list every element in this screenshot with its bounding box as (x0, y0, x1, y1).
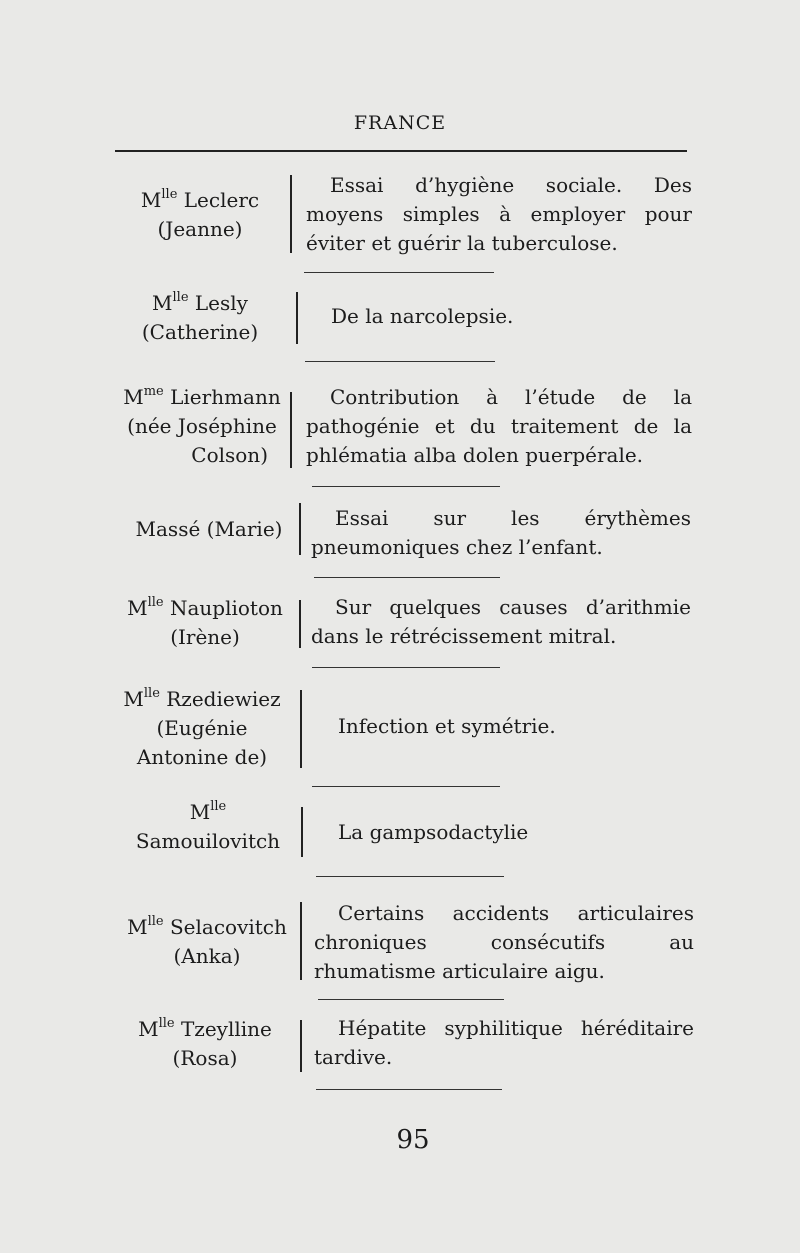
author-name (110, 383, 294, 470)
honorific: M (189, 800, 211, 824)
author-line: (Eugénie (156, 716, 248, 740)
honorific-suffix: lle (172, 290, 189, 305)
column-bar (300, 690, 302, 768)
author-line: (Rosa) (172, 1046, 238, 1070)
entry-separator (318, 999, 504, 1000)
author-line: (Catherine) (141, 320, 259, 344)
author-line: (Anka) (173, 944, 241, 968)
page-number: 95 (396, 1125, 430, 1155)
author-name (110, 186, 290, 244)
column-bar (300, 902, 302, 980)
column-bar (301, 807, 303, 857)
author-surname: Nauplioton (169, 596, 283, 620)
author-line: Samouilovitch (135, 829, 281, 853)
honorific: M (140, 188, 162, 212)
author-name (110, 1015, 300, 1073)
honorific: M (123, 687, 144, 711)
author-line (110, 186, 290, 215)
author-line: (Irène) (170, 625, 240, 649)
author-line: Antonine de) (136, 745, 268, 769)
thesis-title: De la narcolepsie. (331, 304, 514, 328)
column-bar (299, 600, 301, 648)
column-bar (290, 175, 292, 253)
honorific-suffix: lle (158, 1016, 175, 1031)
header-rule (115, 150, 687, 152)
honorific: M (152, 291, 173, 315)
author-line (110, 289, 290, 318)
thesis-title: Certains accidents articulaires chroniques consécutifs au rhumatisme articulaire aigu. (314, 901, 694, 983)
honorific-suffix: lle (147, 595, 164, 610)
column-bar (296, 292, 298, 344)
author-line (116, 798, 300, 827)
author-line (112, 685, 292, 714)
author-line: Massé (Marie) (135, 517, 283, 541)
author-name (112, 913, 302, 971)
honorific: M (127, 915, 148, 939)
honorific-suffix: lle (161, 187, 178, 202)
author-line: (Jeanne) (157, 217, 243, 241)
entry-separator (314, 577, 500, 578)
author-line: (née Joséphine (127, 414, 277, 438)
author-surname: Leclerc (183, 188, 260, 212)
author-surname: Selacovitch (169, 915, 287, 939)
honorific-suffix: lle (210, 799, 227, 814)
author-line (110, 383, 294, 412)
honorific-suffix: lle (143, 686, 160, 701)
running-header: FRANCE (353, 112, 447, 134)
column-bar (299, 503, 301, 555)
honorific-suffix: me (143, 384, 164, 399)
author-surname: Tzeylline (180, 1017, 272, 1041)
author-line (112, 913, 302, 942)
author-line (110, 594, 300, 623)
honorific: M (127, 596, 148, 620)
thesis-title: Essai d’hygiène sociale. Des moyens simples à employer pour éviter et guérir la tuberculose. (306, 173, 692, 255)
entry-separator (316, 1089, 502, 1090)
author-surname: Rzediewiez (166, 687, 281, 711)
author-surname: Lesly (194, 291, 248, 315)
honorific-suffix: lle (147, 914, 164, 929)
thesis-title: Hépatite syphilitique héréditaire tardive. (314, 1016, 694, 1069)
column-bar (290, 392, 292, 468)
honorific: M (123, 385, 144, 409)
author-line: Colson) (191, 443, 268, 467)
author-name (110, 289, 290, 347)
column-bar (300, 1020, 302, 1072)
entry-separator (316, 876, 504, 877)
entry-separator (312, 786, 500, 787)
thesis-title: Essai sur les érythèmes pneumoniques chez l’enfant. (311, 506, 691, 559)
author-name (116, 798, 300, 856)
thesis-title: Contribution à l’étude de la pathogénie et du traitement de la phlématia alba dolen puerpérale. (306, 385, 692, 467)
author-name (110, 594, 300, 652)
entry-separator (312, 486, 500, 487)
thesis-title: La gampsodactylie (338, 820, 529, 844)
entry-separator (312, 667, 500, 668)
thesis-title: Infection et symétrie. (338, 714, 556, 738)
author-line (110, 1015, 300, 1044)
author-name (124, 515, 294, 544)
author-surname: Lierhmann (170, 385, 281, 409)
author-name (112, 685, 292, 772)
thesis-title: Sur quelques causes d’arithmie dans le rétrécissement mitral. (311, 595, 691, 648)
entry-separator (304, 272, 494, 273)
honorific: M (138, 1017, 159, 1041)
entry-separator (305, 361, 495, 362)
